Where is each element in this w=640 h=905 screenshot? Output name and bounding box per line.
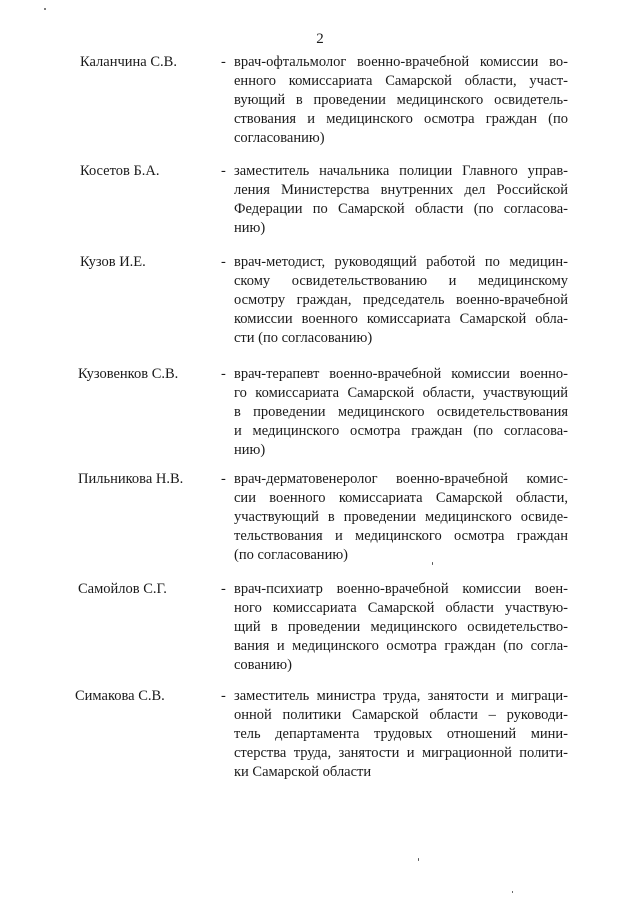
description-line: врач-терапевт военно-врачебной комиссии военно- <box>234 366 568 382</box>
member-name: Кузовенков С.В. <box>78 366 179 382</box>
scan-speck <box>432 562 433 565</box>
description-line: врач-дерматовенеролог военно-врачебной комис- <box>234 471 568 487</box>
description-line: сии военного комиссариата Самарской области, <box>234 490 568 506</box>
description-line: вания и медицинского осмотра граждан (по согла- <box>234 638 568 654</box>
member-name: Кузов И.Е. <box>80 254 146 270</box>
description-line: енного комиссариата Самарской области, участ- <box>234 73 568 89</box>
description-line: ного комиссариата Самарской области участвую- <box>234 600 568 616</box>
description-line: сти (по согласованию) <box>234 330 373 346</box>
scan-speck <box>44 8 46 10</box>
description-line: участвующий в проведении медицинского освиде- <box>234 509 568 525</box>
description-line: заместитель министра труда, занятости и миграци- <box>234 688 568 704</box>
entry-dash: - <box>221 688 226 704</box>
entry-dash: - <box>221 163 226 179</box>
member-description <box>234 253 568 348</box>
member-description <box>234 580 568 675</box>
description-line: нию) <box>234 220 266 236</box>
description-line: сованию) <box>234 657 292 673</box>
scan-speck <box>418 858 419 861</box>
description-line: нию) <box>234 442 266 458</box>
description-line: и медицинского осмотра граждан (по согласова- <box>234 423 568 439</box>
member-name: Косетов Б.А. <box>80 163 160 179</box>
page-number: 2 <box>316 31 324 47</box>
description-line: го комиссариата Самарской области, участвующий <box>234 385 568 401</box>
entry-dash: - <box>221 366 226 382</box>
description-line: Федерации по Самарской области (по согласова- <box>234 201 568 217</box>
description-line: врач-методист, руководящий работой по медицин- <box>234 254 568 270</box>
member-description <box>234 53 568 148</box>
member-description <box>234 687 568 782</box>
description-line: онной политики Самарской области – руководи- <box>234 707 568 723</box>
description-line: ствования и медицинского осмотра граждан (по <box>234 111 568 127</box>
entry-dash: - <box>221 581 226 597</box>
description-line: осмотру граждан, председатель военно-врачебной <box>234 292 568 308</box>
description-line: тельствования и медицинского осмотра граждан <box>234 528 568 544</box>
description-line: комиссии военного комиссариата Самарской обла- <box>234 311 568 327</box>
description-line: ки Самарской области <box>234 764 372 780</box>
scan-speck <box>512 891 513 893</box>
member-name: Каланчина С.В. <box>80 54 177 70</box>
member-name: Самойлов С.Г. <box>78 581 167 597</box>
description-line: врач-психиатр военно-врачебной комиссии воен- <box>234 581 568 597</box>
description-line: (по согласованию) <box>234 547 348 563</box>
member-description <box>234 162 568 238</box>
description-line: вующий в проведении медицинского освидетель- <box>234 92 568 108</box>
description-line: ления Министерства внутренних дел Российской <box>234 182 568 198</box>
description-line: скому освидетельствованию и медицинскому <box>234 273 568 289</box>
member-description <box>234 470 568 565</box>
entry-dash: - <box>221 54 226 70</box>
description-line: в проведении медицинского освидетельствования <box>234 404 568 420</box>
member-name: Пильникова Н.В. <box>78 471 184 487</box>
description-line: тель департамента трудовых отношений мини- <box>234 726 568 742</box>
member-name: Симакова С.В. <box>75 688 165 704</box>
description-line: согласованию) <box>234 130 325 146</box>
entry-dash: - <box>221 254 226 270</box>
description-line: стерства труда, занятости и миграционной полити- <box>234 745 568 761</box>
description-line: заместитель начальника полиции Главного управ- <box>234 163 568 179</box>
member-description <box>234 365 568 460</box>
entry-dash: - <box>221 471 226 487</box>
description-line: щий в проведении медицинского освидетельство- <box>234 619 568 635</box>
description-line: врач-офтальмолог военно-врачебной комиссии во- <box>234 54 568 70</box>
